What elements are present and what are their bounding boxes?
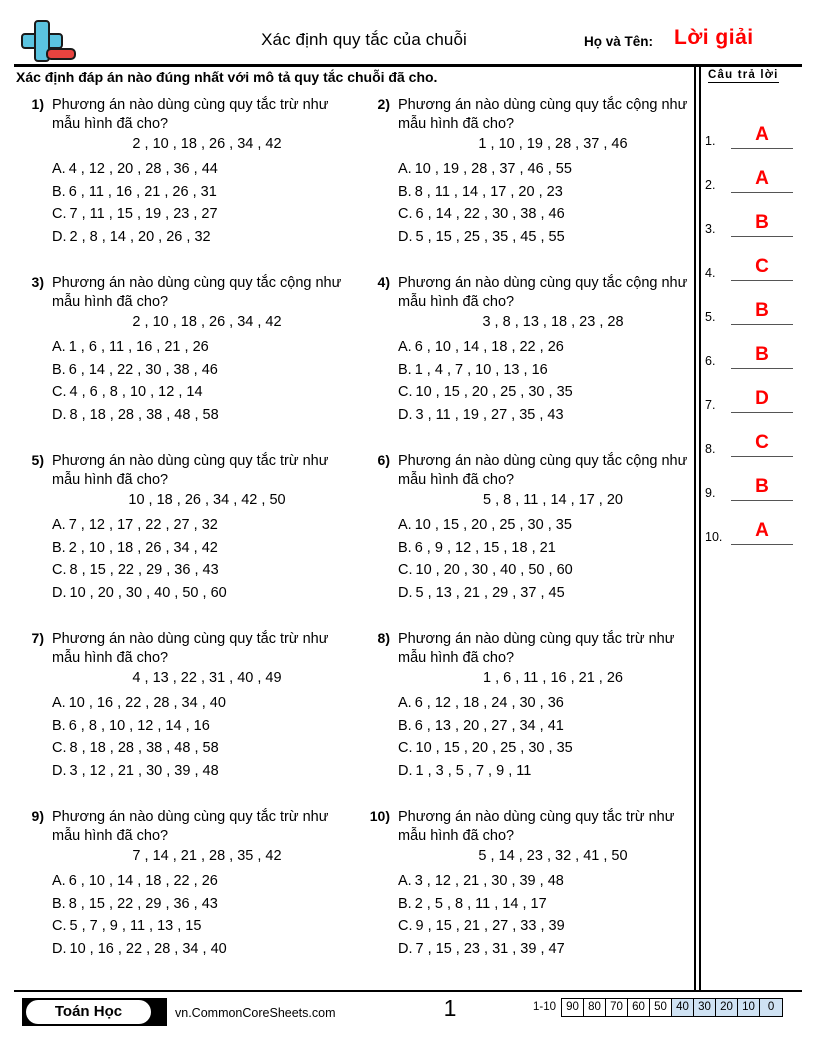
- choice-option[interactable]: [52, 893, 344, 916]
- answer-row: [705, 413, 805, 457]
- answer-row-number: 2.: [705, 178, 716, 192]
- score-scale-label: 1-10: [533, 1001, 557, 1013]
- score-scale-cell: 70: [606, 999, 628, 1016]
- choice-option[interactable]: [398, 582, 690, 605]
- score-scale-cell: 50: [650, 999, 672, 1016]
- score-scale-cell: 80: [584, 999, 606, 1016]
- choice-option[interactable]: [52, 158, 344, 181]
- question-number: 1): [31, 96, 44, 112]
- question-number: 7): [31, 630, 44, 646]
- choice-option[interactable]: [52, 582, 344, 605]
- question-body: [398, 96, 690, 248]
- answer-row: [705, 237, 805, 281]
- choice-option[interactable]: [398, 359, 690, 382]
- answer-row-number: 1.: [705, 134, 716, 148]
- question-text: Phương án nào dùng cùng quy tắc cộng như mẫu hình đã cho?: [398, 275, 688, 310]
- choice-letter: C.: [398, 384, 413, 400]
- choice-text: 2 , 5 , 8 , 11 , 14 , 17: [414, 895, 547, 912]
- answer-column-heading: Câu trả lời: [708, 69, 779, 81]
- choice-text: 10 , 15 , 20 , 25 , 30 , 35: [414, 517, 572, 533]
- score-scale-cell: 30: [694, 999, 716, 1016]
- question-2: [360, 96, 690, 248]
- choice-text: 4 , 6 , 8 , 10 , 12 , 14: [69, 384, 203, 400]
- choice-letter: C.: [398, 740, 413, 756]
- question-body: [52, 274, 344, 426]
- answer-row: [705, 105, 805, 149]
- score-scale-cell: 0: [760, 999, 782, 1016]
- choice-letter: C.: [52, 384, 67, 400]
- question-number: 5): [31, 452, 44, 468]
- choice-option[interactable]: [52, 514, 344, 537]
- choice-option[interactable]: [52, 870, 344, 893]
- choice-text: 5 , 15 , 25 , 35 , 45 , 55: [415, 228, 565, 245]
- choice-letter: D.: [52, 940, 67, 957]
- choice-letter: B.: [398, 717, 412, 734]
- choice-list: [398, 514, 690, 604]
- choice-text: 3 , 11 , 19 , 27 , 35 , 43: [415, 406, 564, 423]
- choice-letter: D.: [52, 228, 67, 245]
- choice-text: 8 , 18 , 28 , 38 , 48 , 58: [69, 406, 219, 423]
- answer-row: [705, 369, 805, 413]
- choice-letter: A.: [398, 161, 412, 177]
- choice-text: 7 , 12 , 17 , 22 , 27 , 32: [68, 517, 218, 533]
- choice-text: 7 , 15 , 23 , 31 , 39 , 47: [415, 940, 565, 957]
- choice-list: [52, 870, 344, 960]
- answer-row: [705, 325, 805, 369]
- choice-letter: D.: [398, 228, 413, 245]
- question-body: [52, 808, 344, 960]
- answer-row-value: A: [755, 168, 769, 189]
- answer-row: [705, 149, 805, 193]
- question-7: [14, 630, 344, 782]
- choice-text: 5 , 13 , 21 , 29 , 37 , 45: [415, 584, 565, 601]
- answer-row-value: C: [755, 256, 769, 277]
- question-text: Phương án nào dùng cùng quy tắc trừ như mẫu hình đã cho?: [52, 631, 329, 666]
- answer-row: [705, 193, 805, 237]
- answer-list: [705, 105, 805, 545]
- question-6: [360, 452, 690, 604]
- question-text: Phương án nào dùng cùng quy tắc cộng như mẫu hình đã cho?: [398, 453, 688, 488]
- choice-option[interactable]: [52, 915, 344, 938]
- page-header: [14, 16, 802, 64]
- answer-row-number: 5.: [705, 310, 716, 324]
- choice-text: 6 , 8 , 10 , 12 , 14 , 16: [68, 717, 210, 734]
- answer-column-divider-inner: [699, 67, 701, 990]
- choice-letter: A.: [52, 873, 66, 889]
- question-body: [52, 452, 344, 604]
- choice-letter: B.: [398, 361, 412, 378]
- name-value: Lời giải: [674, 26, 754, 49]
- choice-option[interactable]: [52, 203, 344, 226]
- question-number: 6): [377, 452, 390, 468]
- answer-row-value: B: [755, 344, 769, 365]
- choice-letter: C.: [52, 562, 67, 578]
- choice-option[interactable]: [398, 514, 690, 537]
- choice-text: 1 , 4 , 7 , 10 , 13 , 16: [414, 361, 548, 378]
- choice-text: 2 , 8 , 14 , 20 , 26 , 32: [69, 228, 211, 245]
- choice-text: 3 , 12 , 21 , 30 , 39 , 48: [414, 873, 564, 889]
- choice-option[interactable]: [398, 760, 690, 783]
- question-pattern: 2 , 10 , 18 , 26 , 34 , 42: [132, 136, 282, 152]
- choice-option[interactable]: [52, 226, 344, 249]
- choice-letter: D.: [398, 762, 413, 779]
- choice-option[interactable]: [398, 870, 690, 893]
- choice-option[interactable]: [398, 893, 690, 916]
- question-8: [360, 630, 690, 782]
- choice-text: 10 , 16 , 22 , 28 , 34 , 40: [69, 940, 227, 957]
- choice-option[interactable]: [52, 381, 344, 404]
- question-text: Phương án nào dùng cùng quy tắc trừ như mẫu hình đã cho?: [398, 809, 675, 844]
- page-title: Xác định quy tắc của chuỗi: [261, 30, 467, 49]
- choice-option[interactable]: [52, 336, 344, 359]
- question-text: Phương án nào dùng cùng quy tắc cộng như mẫu hình đã cho?: [398, 97, 688, 132]
- answer-row-value: C: [755, 432, 769, 453]
- question-10: [360, 808, 690, 960]
- choice-option[interactable]: [398, 181, 690, 204]
- choice-option[interactable]: [398, 537, 690, 560]
- choice-letter: B.: [398, 895, 412, 912]
- question-4: [360, 274, 690, 426]
- choice-option[interactable]: [398, 381, 690, 404]
- choice-text: 5 , 7 , 9 , 11 , 13 , 15: [69, 918, 202, 934]
- choice-text: 1 , 3 , 5 , 7 , 9 , 11: [415, 762, 532, 779]
- question-pattern: 3 , 8 , 13 , 18 , 23 , 28: [482, 314, 624, 330]
- choice-option[interactable]: [398, 715, 690, 738]
- question-pattern: 4 , 13 , 22 , 31 , 40 , 49: [132, 670, 282, 686]
- question-9: [14, 808, 344, 960]
- choice-letter: C.: [52, 206, 67, 222]
- choice-text: 3 , 12 , 21 , 30 , 39 , 48: [69, 762, 219, 779]
- choice-letter: A.: [398, 873, 412, 889]
- choice-text: 8 , 18 , 28 , 38 , 48 , 58: [69, 740, 219, 756]
- question-1: [14, 96, 344, 248]
- question-body: [398, 808, 690, 960]
- question-number: 8): [377, 630, 390, 646]
- choice-list: [52, 158, 344, 248]
- answer-row: [705, 457, 805, 501]
- choice-option[interactable]: [398, 404, 690, 427]
- choice-text: 10 , 20 , 30 , 40 , 50 , 60: [415, 562, 573, 578]
- score-scale-cell: 10: [738, 999, 760, 1016]
- choice-text: 6 , 13 , 20 , 27 , 34 , 41: [414, 717, 564, 734]
- choice-letter: B.: [52, 361, 66, 378]
- answer-row-number: 3.: [705, 222, 716, 236]
- question-body: [52, 96, 344, 248]
- question-number: 3): [31, 274, 44, 290]
- choice-option[interactable]: [398, 559, 690, 582]
- score-scale: [533, 998, 783, 1017]
- choice-letter: C.: [398, 206, 413, 222]
- choice-text: 10 , 19 , 28 , 37 , 46 , 55: [414, 161, 572, 177]
- choice-letter: B.: [52, 895, 66, 912]
- answer-row-number: 9.: [705, 486, 716, 500]
- name-label: Họ và Tên:: [584, 34, 654, 49]
- question-number: 9): [31, 808, 44, 824]
- choice-text: 10 , 16 , 22 , 28 , 34 , 40: [68, 695, 226, 711]
- choice-letter: A.: [52, 517, 66, 533]
- score-scale-cell: 40: [672, 999, 694, 1016]
- choice-text: 10 , 15 , 20 , 25 , 30 , 35: [415, 384, 573, 400]
- question-text: Phương án nào dùng cùng quy tắc trừ như mẫu hình đã cho?: [52, 453, 329, 488]
- choice-option[interactable]: [52, 181, 344, 204]
- choice-text: 2 , 10 , 18 , 26 , 34 , 42: [68, 539, 218, 556]
- choice-option[interactable]: [398, 692, 690, 715]
- choice-letter: A.: [398, 695, 412, 711]
- choice-text: 6 , 14 , 22 , 30 , 38 , 46: [415, 206, 565, 222]
- choice-text: 6 , 11 , 16 , 21 , 26 , 31: [68, 183, 217, 200]
- question-3: [14, 274, 344, 426]
- answer-row: [705, 501, 805, 545]
- choice-text: 10 , 15 , 20 , 25 , 30 , 35: [415, 740, 573, 756]
- answer-row: [705, 281, 805, 325]
- answer-row-number: 6.: [705, 354, 716, 368]
- choice-option[interactable]: [52, 692, 344, 715]
- footer-divider: [14, 990, 802, 992]
- choice-option[interactable]: [52, 938, 344, 961]
- choice-option[interactable]: [398, 737, 690, 760]
- question-5: [14, 452, 344, 604]
- question-pattern: 5 , 14 , 23 , 32 , 41 , 50: [478, 848, 628, 864]
- choice-letter: D.: [52, 406, 67, 423]
- question-body: [398, 274, 690, 426]
- brand-label: Toán Học: [26, 1000, 151, 1024]
- choice-text: 9 , 15 , 21 , 27 , 33 , 39: [415, 918, 565, 934]
- answer-row-value: A: [755, 520, 769, 541]
- choice-text: 4 , 12 , 20 , 28 , 36 , 44: [68, 161, 218, 177]
- question-body: [398, 630, 690, 782]
- choice-text: 1 , 6 , 11 , 16 , 21 , 26: [68, 339, 209, 355]
- choice-option[interactable]: [52, 760, 344, 783]
- answer-row-number: 8.: [705, 442, 716, 456]
- choice-option[interactable]: [398, 158, 690, 181]
- choice-option[interactable]: [52, 537, 344, 560]
- question-number: 10): [369, 808, 390, 824]
- choice-letter: D.: [398, 406, 413, 423]
- answer-row-number: 4.: [705, 266, 716, 280]
- answer-row-value: B: [755, 300, 769, 321]
- choice-text: 10 , 20 , 30 , 40 , 50 , 60: [69, 584, 227, 601]
- choice-option[interactable]: [52, 359, 344, 382]
- answer-row-value: D: [755, 388, 769, 409]
- choice-text: 6 , 9 , 12 , 15 , 18 , 21: [414, 539, 556, 556]
- site-url: vn.CommonCoreSheets.com: [175, 1006, 336, 1020]
- choice-option[interactable]: [52, 737, 344, 760]
- choice-option[interactable]: [52, 559, 344, 582]
- choice-letter: C.: [398, 562, 413, 578]
- answer-column-divider-outer: [694, 67, 696, 990]
- choice-letter: C.: [52, 740, 67, 756]
- choice-letter: A.: [52, 695, 66, 711]
- choice-text: 6 , 10 , 14 , 18 , 22 , 26: [414, 339, 564, 355]
- header-divider: [14, 64, 802, 67]
- question-pattern: 5 , 8 , 11 , 14 , 17 , 20: [483, 492, 623, 508]
- choice-letter: D.: [398, 584, 413, 601]
- choice-option[interactable]: [398, 226, 690, 249]
- choice-letter: B.: [398, 539, 412, 556]
- answer-row-number: 10.: [705, 530, 723, 544]
- answer-row-number: 7.: [705, 398, 716, 412]
- choice-text: 7 , 11 , 15 , 19 , 23 , 27: [69, 206, 218, 222]
- choice-text: 8 , 15 , 22 , 29 , 36 , 43: [68, 895, 218, 912]
- choice-text: 6 , 12 , 18 , 24 , 30 , 36: [414, 695, 564, 711]
- choice-text: 6 , 14 , 22 , 30 , 38 , 46: [68, 361, 218, 378]
- choice-option[interactable]: [398, 336, 690, 359]
- choice-option[interactable]: [52, 715, 344, 738]
- score-scale-cell: 90: [562, 999, 584, 1016]
- question-body: [52, 630, 344, 782]
- question-text: Phương án nào dùng cùng quy tắc trừ như mẫu hình đã cho?: [398, 631, 675, 666]
- answer-row-value: A: [755, 124, 769, 145]
- question-body: [398, 452, 690, 604]
- question-pattern: 1 , 10 , 19 , 28 , 37 , 46: [478, 136, 628, 152]
- choice-letter: A.: [52, 339, 66, 355]
- choice-list: [52, 692, 344, 782]
- plus-minus-logo-icon: [14, 18, 94, 62]
- choice-option[interactable]: [398, 938, 690, 961]
- choice-letter: B.: [52, 539, 66, 556]
- choice-letter: B.: [52, 717, 66, 734]
- choice-list: [398, 692, 690, 782]
- choice-letter: A.: [52, 161, 66, 177]
- choice-letter: B.: [398, 183, 412, 200]
- question-text: Phương án nào dùng cùng quy tắc trừ như mẫu hình đã cho?: [52, 809, 329, 844]
- page-number: 1: [443, 995, 457, 1021]
- choice-letter: C.: [52, 918, 67, 934]
- question-number: 4): [377, 274, 390, 290]
- choice-list: [52, 336, 344, 426]
- choice-letter: B.: [52, 183, 66, 200]
- choice-letter: A.: [398, 339, 412, 355]
- choice-text: 8 , 11 , 14 , 17 , 20 , 23: [414, 183, 563, 200]
- choice-list: [398, 870, 690, 960]
- choice-list: [398, 336, 690, 426]
- choice-text: 8 , 15 , 22 , 29 , 36 , 43: [69, 562, 219, 578]
- choice-list: [52, 514, 344, 604]
- choice-list: [398, 158, 690, 248]
- question-pattern: 2 , 10 , 18 , 26 , 34 , 42: [132, 314, 282, 330]
- score-scale-cell: 20: [716, 999, 738, 1016]
- instruction-text: Xác định đáp án nào đúng nhất với mô tả quy tắc chuỗi đã cho.: [16, 69, 438, 85]
- choice-letter: D.: [398, 940, 413, 957]
- brand-badge: [22, 998, 167, 1026]
- score-scale-cells: [561, 998, 783, 1017]
- answer-row-value: B: [755, 476, 769, 497]
- choice-letter: D.: [52, 762, 67, 779]
- choice-text: 6 , 10 , 14 , 18 , 22 , 26: [68, 873, 218, 889]
- question-text: Phương án nào dùng cùng quy tắc trừ như mẫu hình đã cho?: [52, 97, 329, 132]
- choice-option[interactable]: [52, 404, 344, 427]
- question-pattern: 10 , 18 , 26 , 34 , 42 , 50: [128, 492, 286, 508]
- choice-option[interactable]: [398, 915, 690, 938]
- choice-letter: C.: [398, 918, 413, 934]
- question-pattern: 7 , 14 , 21 , 28 , 35 , 42: [132, 848, 282, 864]
- question-pattern: 1 , 6 , 11 , 16 , 21 , 26: [483, 670, 623, 686]
- choice-letter: A.: [398, 517, 412, 533]
- minus-bar: [46, 48, 76, 60]
- score-scale-cell: 60: [628, 999, 650, 1016]
- question-number: 2): [377, 96, 390, 112]
- choice-letter: D.: [52, 584, 67, 601]
- question-text: Phương án nào dùng cùng quy tắc cộng như mẫu hình đã cho?: [52, 275, 342, 310]
- choice-option[interactable]: [398, 203, 690, 226]
- answer-row-value: B: [755, 212, 769, 233]
